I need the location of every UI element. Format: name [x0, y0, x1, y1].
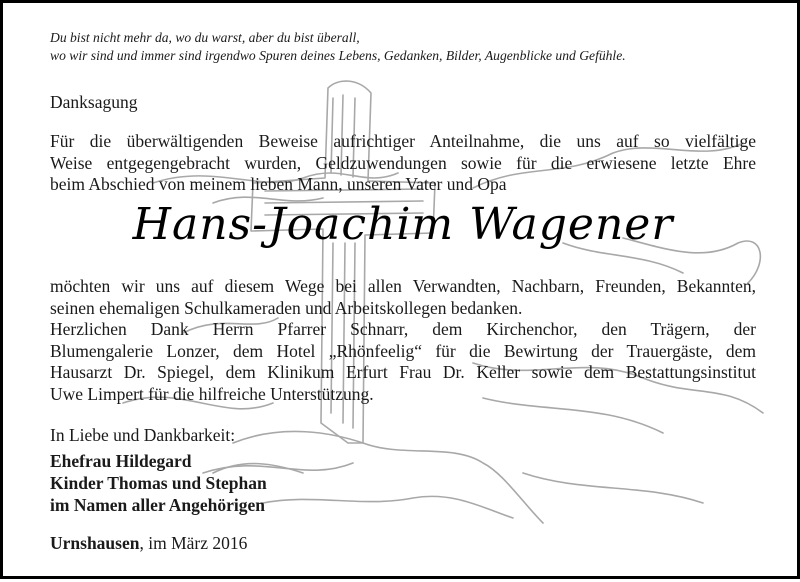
intro-line: Weise entgegengebracht wurden, Geldzuwendungen sowie für die erwiesene letzte Ehre [50, 152, 756, 173]
closing-phrase: In Liebe und Dankbarkeit: [50, 425, 236, 445]
body-line: Uwe Limpert für die hilfreiche Unterstützung. [50, 383, 374, 404]
intro-line: Für die überwältigenden Beweise aufrichtiger Anteilnahme, die uns auf so vielfältige [50, 131, 756, 151]
body-line: möchten wir uns auf diesem Wege bei allen Verwandten, Nachbarn, Freunden, Bekannten, [50, 276, 756, 296]
intro-line: beim Abschied von meinem lieben Mann, unseren Vater und Opa [50, 174, 507, 194]
place-date [50, 533, 247, 554]
thanks-paragraph [50, 276, 756, 405]
signer-line: im Namen aller Angehörigen [50, 495, 266, 515]
deceased-name: Hans-Joachim Wagener [132, 199, 674, 250]
date-text: , im März 2016 [139, 533, 248, 553]
intro-paragraph [50, 131, 756, 196]
signer-line: Kinder Thomas und Stephan [50, 473, 267, 493]
signer-line: Ehefrau Hildegard [50, 451, 192, 471]
body-line: Hausarzt Dr. Spiegel, dem Klinikum Erfurt Frau Dr. Keller sowie dem Bestattungsinstitut [50, 362, 756, 382]
body-line: seinen ehemaligen Schulkameraden und Arbeitskollegen bedanken. [50, 297, 523, 318]
body-line: Blumengalerie Lonzer, dem Hotel „Rhönfeelig“ für die Bewirtung der Trauergäste, dem [50, 340, 756, 361]
motto-line-2: wo wir sind und immer sind irgendwo Spuren deines Lebens, Gedanken, Bilder, Augenblicke und Gefühle. [50, 48, 626, 63]
signers-block [50, 450, 267, 516]
heading-danksagung: Danksagung [50, 92, 138, 112]
motto-line-1: Du bist nicht mehr da, wo du warst, aber du bist überall, [50, 30, 360, 45]
motto-quote [50, 29, 770, 65]
place-name: Urnshausen [50, 533, 140, 553]
body-line: Herzlichen Dank Herrn Pfarrer Schnarr, dem Kirchenchor, den Trägern, der [50, 319, 756, 339]
